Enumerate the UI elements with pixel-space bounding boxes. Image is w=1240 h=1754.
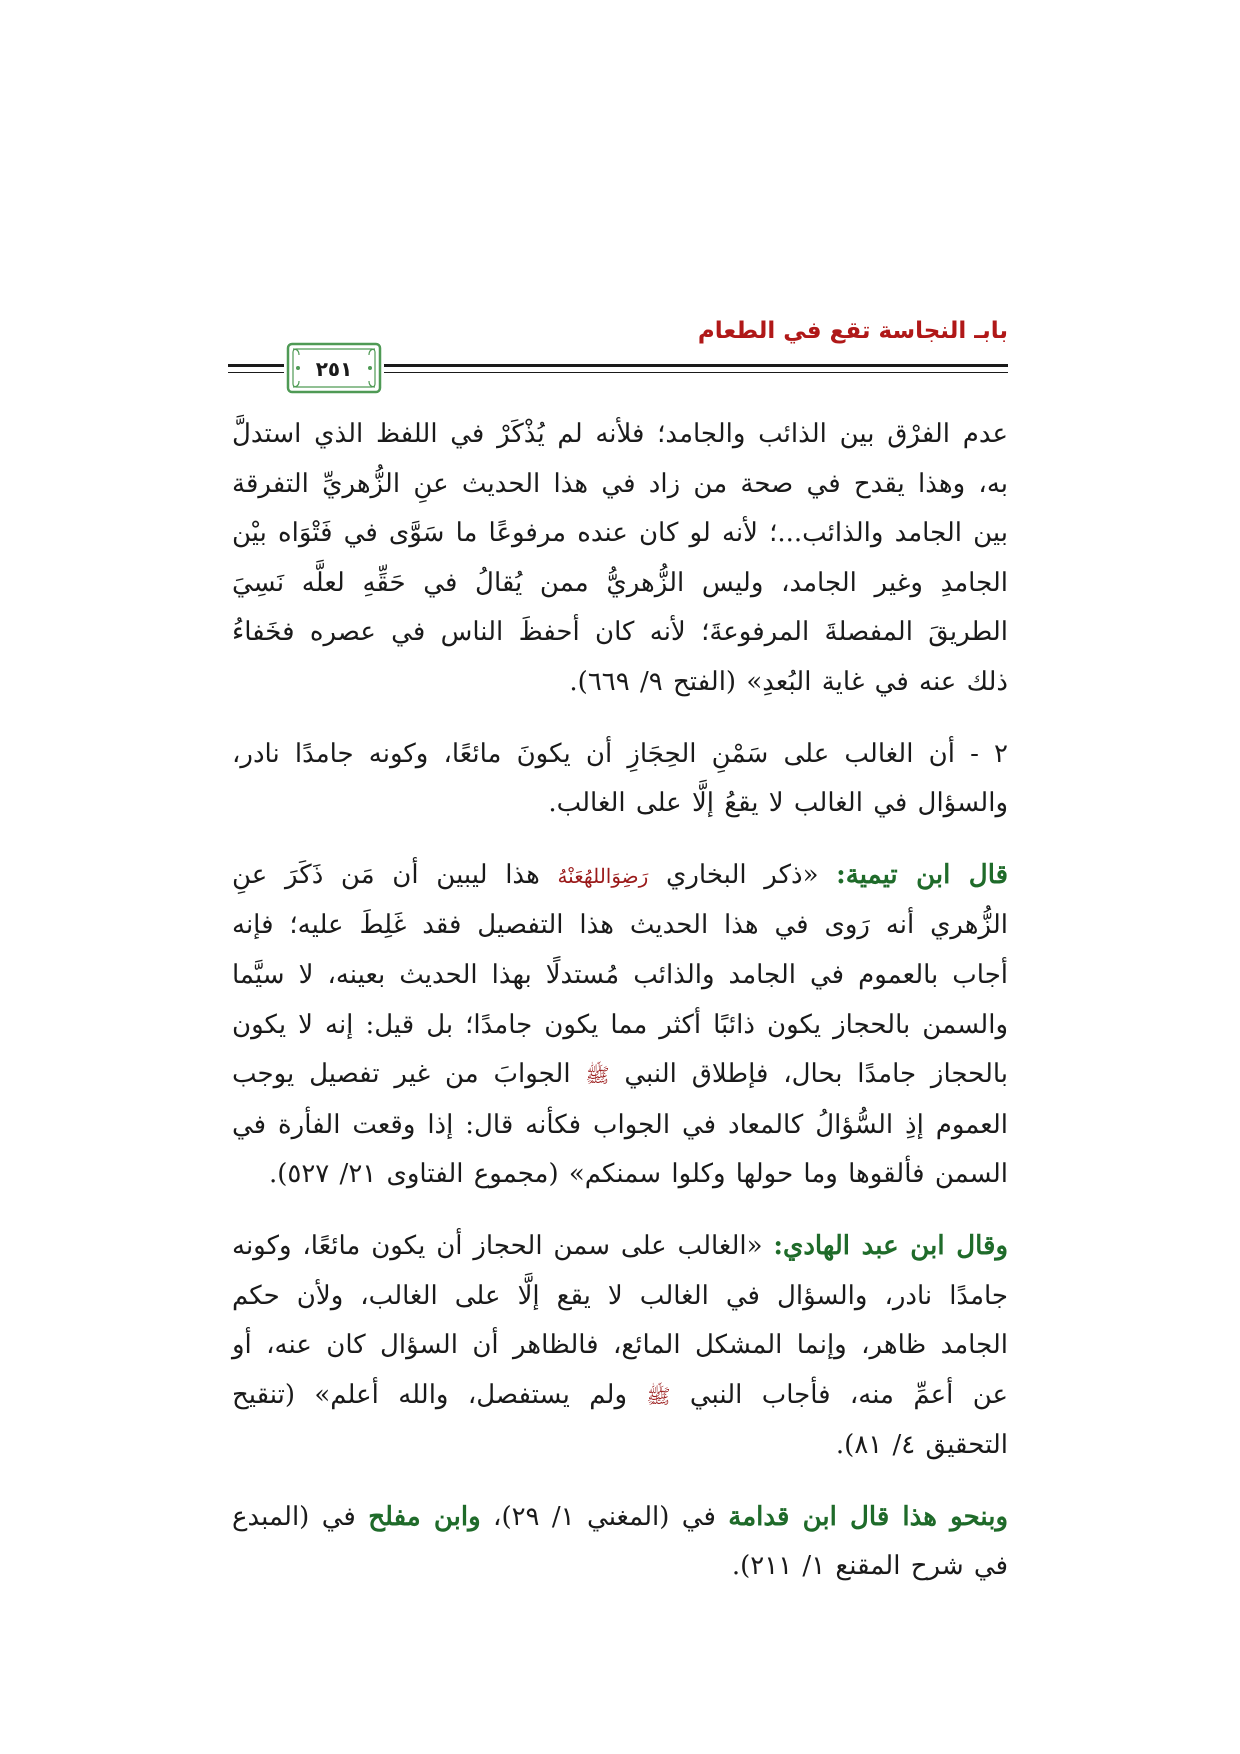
honorific-icon: ﷺ xyxy=(585,1063,610,1088)
speaker-label: قال ابن تيمية: xyxy=(836,859,1009,890)
page-number: ٢٥١ xyxy=(315,357,353,381)
paragraph-ibn-taymiyyah xyxy=(232,851,1008,1200)
paragraph-text: في (المغني ١/ ٢٩)، xyxy=(493,1501,716,1532)
paragraph-point-2 xyxy=(232,730,1008,829)
speaker-label: وابن مفلح xyxy=(368,1501,481,1532)
paragraph-text: الجوابَ من غير تفصيل يوجب العموم إذِ السُّؤالُ كالمعاد في الجواب فكأنه قال: إذا وقعت الفأرة في السمن فألقوها وما حولها وكلوا سمنكم» (مجموع الفتاوى ٢١/ ٥٢٧). xyxy=(232,1059,1008,1190)
paragraph-text: «ذكر البخاري xyxy=(666,859,819,890)
paragraph-text: في (المبدع في شرح المقنع ١/ ٢١١). xyxy=(232,1501,1008,1582)
page-header xyxy=(228,312,1008,392)
paragraph-text: «الغالب على سمن الحجاز أن يكون مائعًا، وكونه جامدًا نادر، والسؤال في الغالب لا يقع إلَّا على الغالب، ولأن حكم الجامد ظاهر، وإنما المشكل المائع، فالظاهر أن السؤال كان عنه، أو عن أعمِّ منه، فأجاب النبي xyxy=(232,1230,1009,1410)
honorific-icon: ﷺ xyxy=(646,1383,671,1408)
paragraph-text: هذا ليبين أن مَن ذَكَرَ عنِ الزُّهري أنه رَوى في هذا الحديث هذا التفصيل فقد غَلِطَ عليه؛ فإنه أجاب بالعموم في الجامد والذائب مُستدلًا بهذا الحديث بعينه، لا سيَّما والسمن بالحجاز يكون ذائبًا أكثر مما يكون جامدًا؛ بل قيل: إنه لا يكون بالحجاز جامدًا بحال، فإطلاق النبي xyxy=(232,859,1009,1090)
paragraph-fath-quote xyxy=(232,410,1008,708)
paragraph-ibn-abd-al-hadi xyxy=(232,1222,1008,1471)
speaker-label: وقال ابن عبد الهادي: xyxy=(773,1230,1008,1261)
paragraph-text: عدم الفرْق بين الذائب والجامد؛ فلأنه لم يُذْكَرْ في اللفظ الذي استدلَّ به، وهذا يقدح في صحة من زاد في هذا الحديث عنِ الزُّهريِّ التفرقة بين الجامد والذائب...؛ لأنه لو كان عنده مرفوعًا ما سَوَّى في فَتْوَاه بيْن الجامدِ وغير الجامد، وليس الزُّهريُّ ممن يُقالُ في حَقِّهِ لعلَّه نَسِيَ الطريقَ المفصلةَ المرفوعةَ؛ لأنه كان أحفظَ الناس في عصره فخَفاءُ ذلك عنه في غاية البُعدِ» (الفتح ٩/ ٦٦٩). xyxy=(232,419,1008,697)
paragraph-text: ٢ - أن الغالب على سَمْنِ الحِجَازِ أن يكونَ مائعًا، وكونه جامدًا نادر، والسؤال في الغالب لا يقعُ إلَّا على الغالب. xyxy=(232,738,1008,819)
paragraph-text: ولم يستفصل، والله أعلم» (تنقيح التحقيق ٤/ ٨١). xyxy=(232,1379,1008,1461)
page-number-badge xyxy=(284,342,384,394)
paragraph-ibn-qudamah xyxy=(232,1493,1008,1592)
honorific-icon: رَضِوَاللهُعَنْهُ xyxy=(557,863,649,888)
page-body xyxy=(232,410,1008,1592)
speaker-label: وبنحو هذا قال ابن قدامة xyxy=(728,1501,1009,1532)
chapter-title: بابـ النجاسة تقع في الطعام xyxy=(697,318,1008,344)
